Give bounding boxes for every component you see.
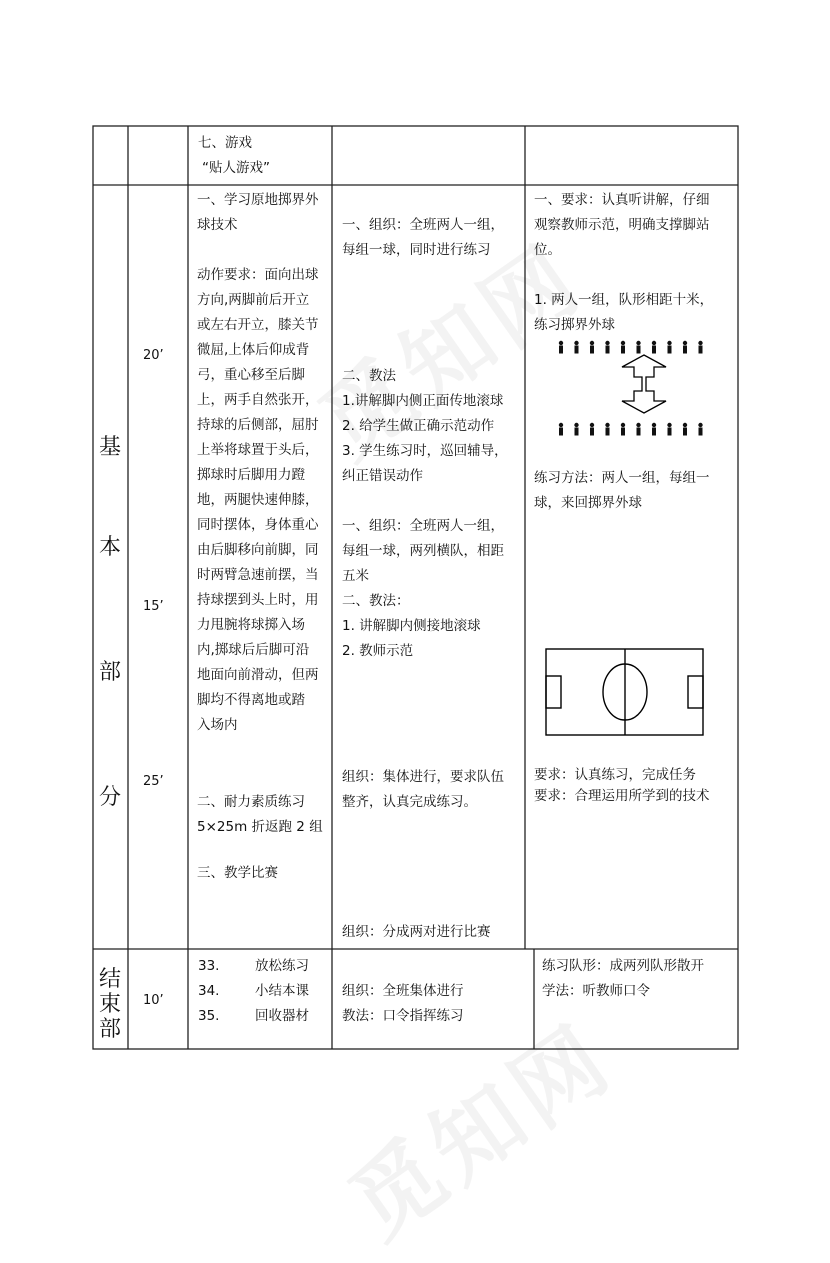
player-icon bbox=[652, 341, 656, 345]
end-method-line: 组织：全班集体进行 bbox=[342, 983, 464, 999]
req-line: 要求：合理运用所学到的技术 bbox=[534, 788, 710, 804]
player-icon bbox=[699, 346, 703, 354]
method-line: 1.讲解脚内侧正面传地滚球 bbox=[342, 393, 504, 409]
content-heading: 一、学习原地掷界外 bbox=[197, 192, 319, 208]
player-icon bbox=[575, 428, 579, 436]
req-line: 一、要求：认真听讲解，仔细 bbox=[534, 192, 710, 208]
end-item-num: 34. bbox=[198, 983, 220, 999]
action-line: 掷球时后脚用力蹬 bbox=[197, 467, 305, 483]
method-line: 整齐，认真完成练习。 bbox=[342, 794, 477, 810]
req-line: 球，来回掷界外球 bbox=[534, 495, 642, 511]
player-icon bbox=[590, 346, 594, 354]
action-line: 持球摆到头上时，用 bbox=[197, 592, 319, 608]
content-heading: 球技术 bbox=[197, 217, 238, 233]
player-icon bbox=[590, 428, 594, 436]
action-line: 力甩腕将球掷入场 bbox=[197, 617, 305, 633]
req-line: 练习方法：两人一组，每组一 bbox=[534, 470, 710, 486]
end-item-text: 小结本课 bbox=[255, 983, 309, 999]
player-icon bbox=[667, 423, 671, 427]
action-line: 上，两手自然张开， bbox=[197, 392, 319, 408]
action-line: 同时摆体，身体重心 bbox=[197, 517, 319, 533]
action-line: 微屈,上体后仰成背 bbox=[197, 342, 310, 358]
player-icon bbox=[559, 341, 563, 345]
method-line: 2. 教师示范 bbox=[342, 643, 414, 659]
player-icon bbox=[605, 341, 609, 345]
method-line: 组织：分成两对进行比赛 bbox=[342, 924, 491, 940]
player-icon bbox=[575, 346, 579, 354]
time-label: 20’ bbox=[143, 348, 164, 363]
time-label: 25’ bbox=[143, 774, 164, 789]
end-method-line: 教法：口令指挥练习 bbox=[342, 1008, 464, 1024]
player-icon bbox=[683, 346, 687, 354]
player-icon bbox=[621, 423, 625, 427]
method-line: 每组一球，同时进行练习 bbox=[342, 242, 491, 258]
action-line: 弓，重心移至后脚 bbox=[197, 367, 305, 383]
section-label-char: 部 bbox=[98, 660, 121, 685]
method-line: 1. 讲解脚内侧接地滚球 bbox=[342, 618, 481, 634]
method-line: 二、教法： bbox=[342, 593, 410, 609]
method-line: 二、教法 bbox=[342, 368, 396, 384]
time-label: 15’ bbox=[143, 599, 164, 614]
action-line: 入场内 bbox=[197, 717, 238, 733]
method-line: 纠正错误动作 bbox=[342, 468, 423, 484]
action-line: 脚均不得离地或踏 bbox=[197, 692, 305, 708]
end-time: 10’ bbox=[143, 993, 164, 1008]
method-line: 3. 学生练习时，巡回辅导， bbox=[342, 443, 508, 459]
player-icon bbox=[606, 346, 610, 354]
double-arrow-icon bbox=[622, 355, 666, 413]
section-label-char: 分 bbox=[98, 785, 121, 810]
player-icon bbox=[698, 341, 702, 345]
player-icon bbox=[668, 428, 672, 436]
player-icon bbox=[621, 428, 625, 436]
endurance-detail: 5×25m 折返跑 2 组 bbox=[197, 819, 323, 835]
player-icon bbox=[698, 423, 702, 427]
soccer-field-diagram bbox=[545, 648, 705, 738]
section-label-char: 本 bbox=[98, 535, 121, 560]
action-line: 由后脚移向前脚，同 bbox=[197, 542, 319, 558]
player-icon bbox=[574, 341, 578, 345]
player-icon bbox=[652, 423, 656, 427]
end-req-line: 练习队形：成两列队形散开 bbox=[542, 958, 704, 974]
player-icon bbox=[636, 423, 640, 427]
end-item-num: 33. bbox=[198, 958, 220, 974]
action-line: 或左右开立，膝关节 bbox=[197, 317, 319, 333]
method-line: 一、组织：全班两人一组， bbox=[342, 518, 504, 534]
match-heading: 三、教学比赛 bbox=[197, 865, 278, 881]
req-line: 1. 两人一组，队形相距十米， bbox=[534, 292, 714, 308]
player-icon bbox=[590, 423, 594, 427]
method-line: 组织：集体进行，要求队伍 bbox=[342, 769, 504, 785]
player-icon bbox=[559, 423, 563, 427]
player-icon bbox=[559, 428, 563, 436]
method-line: 五米 bbox=[342, 568, 369, 584]
player-icon bbox=[683, 423, 687, 427]
method-line: 每组一球，两列横队，相距 bbox=[342, 543, 504, 559]
player-icon bbox=[606, 428, 610, 436]
player-icon bbox=[667, 341, 671, 345]
player-icon bbox=[637, 346, 641, 354]
game-title: 七、游戏 bbox=[198, 135, 252, 151]
player-icon bbox=[652, 346, 656, 354]
player-icon bbox=[621, 341, 625, 345]
action-line: 内,掷球后后脚可沿 bbox=[197, 642, 310, 658]
req-line: 位。 bbox=[534, 242, 561, 258]
end-label-char: 束 bbox=[98, 992, 121, 1017]
player-icon bbox=[590, 341, 594, 345]
action-line: 时两臂急速前摆，当 bbox=[197, 567, 319, 583]
formation-diagram bbox=[555, 338, 725, 438]
player-icon bbox=[699, 428, 703, 436]
action-line: 地面向前滑动，但两 bbox=[197, 667, 319, 683]
end-req-line: 学法：听教师口令 bbox=[542, 983, 650, 999]
end-label-char: 部 bbox=[98, 1017, 121, 1042]
req-line: 练习掷界外球 bbox=[534, 317, 615, 333]
player-icon bbox=[621, 346, 625, 354]
req-line: 观察教师示范，明确支撑脚站 bbox=[534, 217, 710, 233]
player-icon bbox=[637, 428, 641, 436]
end-item-text: 回收器材 bbox=[255, 1008, 309, 1024]
player-icon bbox=[668, 346, 672, 354]
player-icon bbox=[574, 423, 578, 427]
action-line: 动作要求：面向出球 bbox=[197, 267, 319, 283]
endurance-heading: 二、耐力素质练习 bbox=[197, 794, 305, 810]
req-line: 要求：认真练习，完成任务 bbox=[534, 767, 696, 783]
player-icon bbox=[652, 428, 656, 436]
method-line: 一、组织：全班两人一组， bbox=[342, 217, 504, 233]
end-label-char: 结 bbox=[98, 967, 121, 992]
player-icon bbox=[683, 341, 687, 345]
method-line: 2. 给学生做正确示范动作 bbox=[342, 418, 495, 434]
section-label-char: 基 bbox=[98, 435, 121, 460]
player-icon bbox=[559, 346, 563, 354]
end-item-num: 35. bbox=[198, 1008, 220, 1024]
action-line: 持球的后侧部，屈肘 bbox=[197, 417, 319, 433]
action-line: 方向,两脚前后开立 bbox=[197, 292, 310, 308]
player-icon bbox=[605, 423, 609, 427]
player-icon bbox=[683, 428, 687, 436]
player-icon bbox=[636, 341, 640, 345]
action-line: 上举将球置于头后， bbox=[197, 442, 319, 458]
end-item-text: 放松练习 bbox=[255, 958, 309, 974]
game-name: “贴人游戏” bbox=[202, 160, 270, 176]
action-line: 地，两腿快速伸膝， bbox=[197, 492, 319, 508]
